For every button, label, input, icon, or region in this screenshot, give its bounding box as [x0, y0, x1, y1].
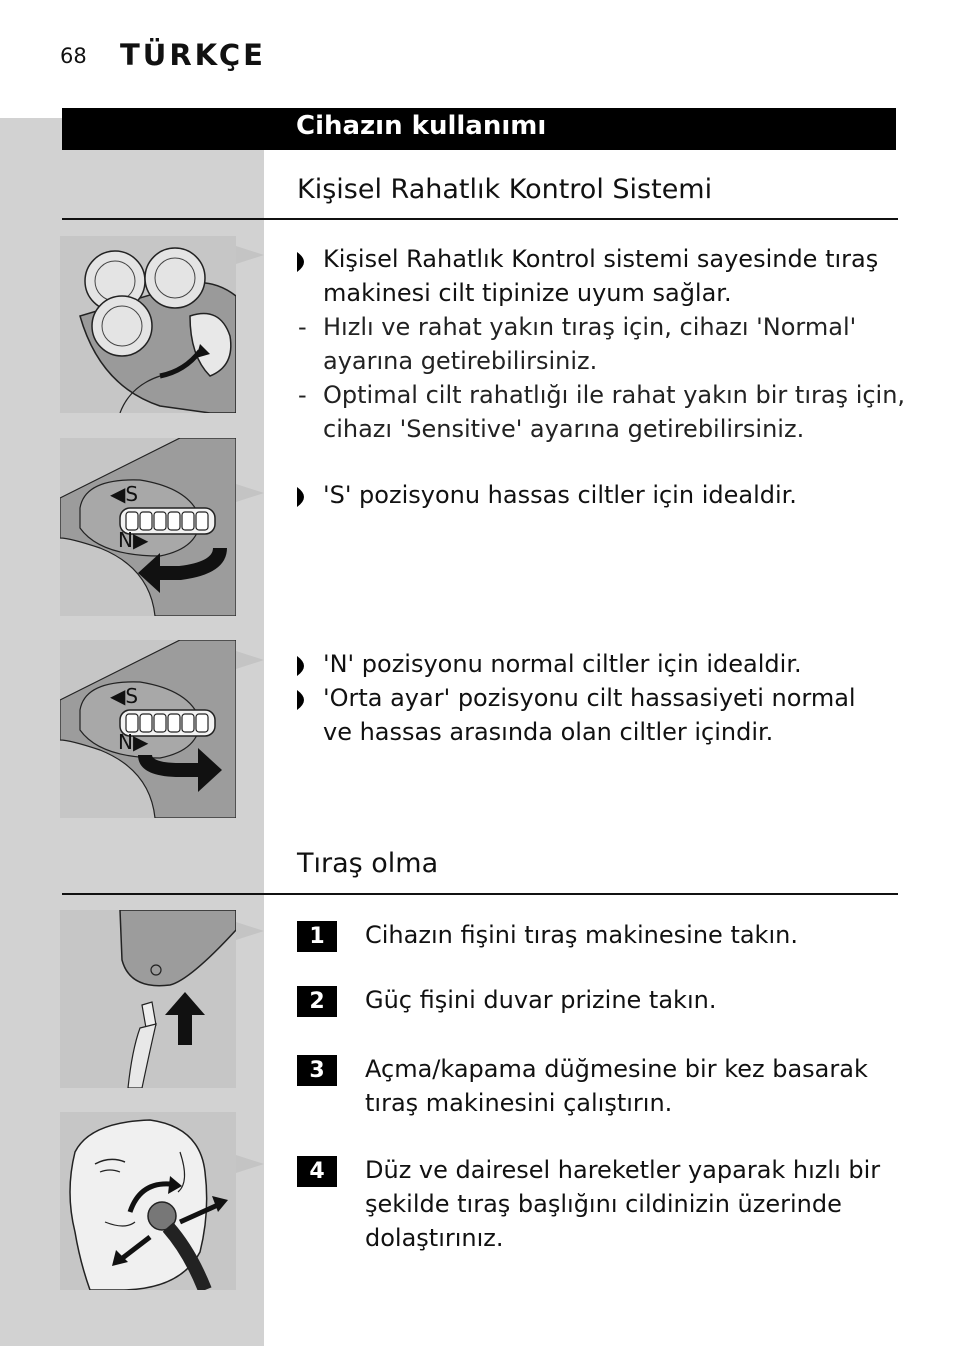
bullet-icon — [297, 690, 311, 710]
step1-text: Cihazın fişini tıraş makinesine takın. — [365, 921, 798, 949]
comfort-system-heading: Kişisel Rahatlık Kontrol Sistemi — [297, 174, 713, 205]
dash2-line2: cihazı 'Sensitive' ayarına getirebilirsiniz. — [323, 415, 805, 443]
illustration-pointer — [236, 922, 264, 940]
bullet-icon — [297, 656, 311, 676]
section-title: Cihazın kullanımı — [296, 111, 547, 141]
dash-marker: - — [298, 381, 307, 409]
dash1-line2: ayarına getirebilirsiniz. — [323, 347, 598, 375]
heading-rule — [62, 218, 898, 220]
bullet1-line2: makinesi cilt tipinize uyum sağlar. — [323, 279, 732, 307]
dash1-line1: Hızlı ve rahat yakın tıraş için, cihazı 'Normal' — [323, 313, 857, 341]
heading-rule — [62, 893, 898, 895]
step2-text: Güç fişini duvar prizine takın. — [365, 986, 717, 1014]
page-number: 68 — [60, 44, 87, 68]
illustration-pointer — [236, 1155, 264, 1173]
bullet1-line1: Kişisel Rahatlık Kontrol sistemi sayesinde tıraş — [323, 245, 879, 273]
step-number-badge: 3 — [297, 1055, 337, 1086]
step-number-badge: 1 — [297, 921, 337, 952]
bullet-n-text: 'N' pozisyonu normal ciltler için idealdir. — [323, 650, 802, 678]
dial-n-label: N▶ — [118, 528, 149, 552]
bullet-mid-line2: ve hassas arasında olan ciltler içindir. — [323, 718, 774, 746]
bullet-mid-line1: 'Orta ayar' pozisyonu cilt hassasiyeti normal — [323, 684, 856, 712]
bullet-icon — [297, 487, 311, 507]
dial-s-label: ◀S — [110, 684, 139, 708]
dial-normal-illustration — [60, 640, 236, 818]
step3-line1: Açma/kapama düğmesine bir kez basarak — [365, 1055, 868, 1083]
illustration-pointer — [236, 484, 264, 502]
shaving-heading: Tıraş olma — [297, 848, 439, 879]
illustration-pointer — [236, 651, 264, 669]
dash2-line1: Optimal cilt rahatlığı ile rahat yakın bir tıraş için, — [323, 381, 906, 409]
step3-line2: tıraş makinesini çalıştırın. — [365, 1089, 673, 1117]
bullet-s-text: 'S' pozisyonu hassas ciltler için idealdir. — [323, 481, 797, 509]
bullet-icon — [297, 252, 311, 272]
step4-line3: dolaştırınız. — [365, 1224, 504, 1252]
step4-line2: şekilde tıraş başlığını cildinizin üzerinde — [365, 1190, 842, 1218]
dial-s-label: ◀S — [110, 482, 139, 506]
step-number-badge: 4 — [297, 1156, 337, 1187]
dash-marker: - — [298, 313, 307, 341]
dial-n-label: N▶ — [118, 730, 149, 754]
section-title-bar — [62, 108, 896, 150]
step-number-badge: 2 — [297, 986, 337, 1017]
shaver-heads-illustration — [60, 236, 236, 413]
language-heading: TÜRKÇE — [120, 38, 266, 72]
dial-sensitive-illustration — [60, 438, 236, 616]
illustration-pointer — [236, 246, 264, 264]
step4-line1: Düz ve dairesel hareketler yaparak hızlı bir — [365, 1156, 881, 1184]
shaving-face-illustration — [60, 1112, 236, 1290]
plug-in-illustration — [60, 910, 236, 1088]
